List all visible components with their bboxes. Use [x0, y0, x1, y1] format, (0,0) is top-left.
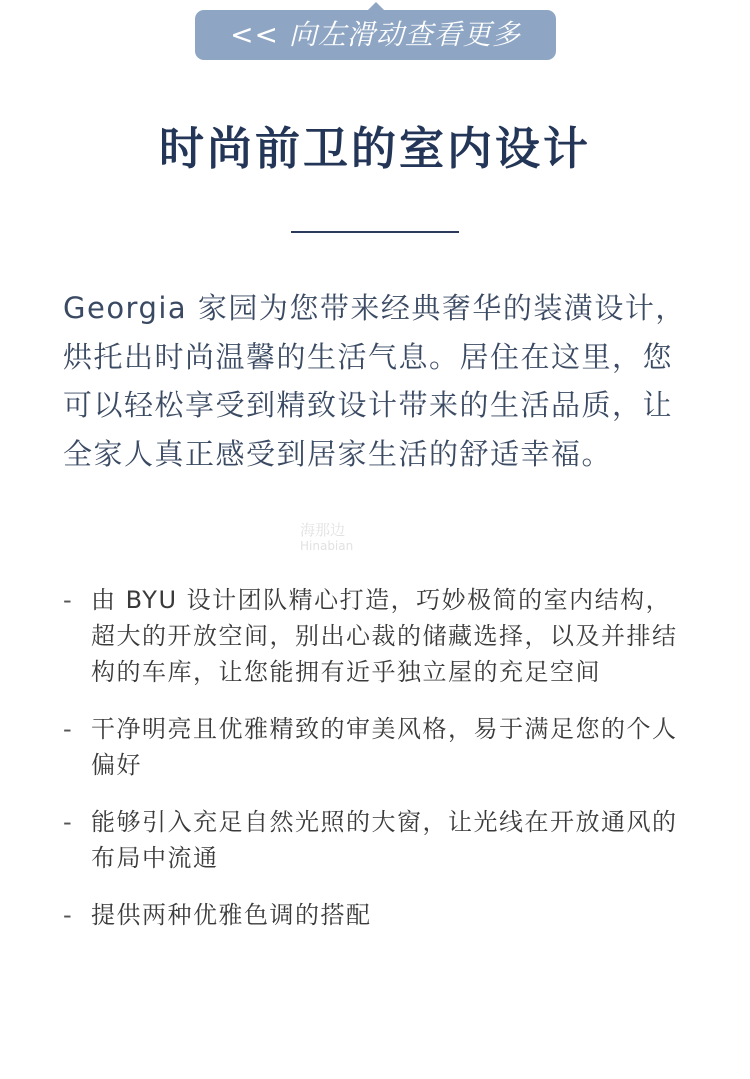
- feature-item: [63, 804, 683, 876]
- feature-text: 能够引入充足自然光照的大窗，让光线在开放通风的布局中流通: [91, 808, 678, 872]
- watermark-logo: [300, 522, 450, 562]
- bullet-dash: -: [63, 715, 74, 743]
- bullet-dash: -: [63, 586, 74, 614]
- feature-item: [63, 711, 683, 783]
- title-divider: [291, 231, 459, 233]
- feature-list: [63, 582, 683, 954]
- feature-item: [63, 897, 683, 933]
- feature-item: [63, 582, 683, 690]
- intro-paragraph: Georgia 家园为您带来经典奢华的装潢设计，烘托出时尚温馨的生活气息。居住在这里，您可以轻松享受到精致设计带来的生活品质，让全家人真正感受到居家生活的舒适幸福。: [63, 291, 686, 471]
- bullet-dash: -: [63, 808, 74, 836]
- watermark-en: Hinabian: [300, 539, 354, 553]
- feature-text: 由 BYU 设计团队精心打造，巧妙极简的室内结构，超大的开放空间，别出心裁的储藏选择，以及并排结构的车库，让您能拥有近乎独立屋的充足空间: [91, 586, 678, 686]
- feature-text: 提供两种优雅色调的搭配: [91, 901, 372, 929]
- bullet-dash: -: [63, 901, 74, 929]
- page-title: 时尚前卫的室内设计: [158, 122, 591, 175]
- swipe-hint-banner[interactable]: << 向左滑动查看更多: [195, 10, 556, 60]
- watermark-cn: 海那边: [300, 521, 346, 539]
- feature-text: 干净明亮且优雅精致的审美风格，易于满足您的个人偏好: [91, 715, 678, 779]
